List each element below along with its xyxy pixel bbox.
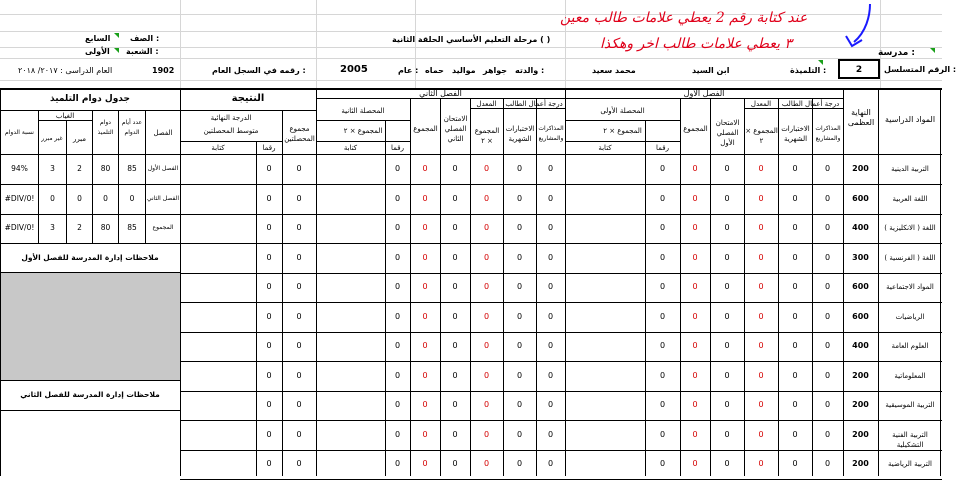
- grade-cell[interactable]: 0: [516, 282, 523, 291]
- grade-cell[interactable]: 0: [792, 253, 798, 262]
- term1-activities-header: درجة أعمال الطالب: [781, 100, 840, 108]
- att-actual-days-header: دوام التلميذ: [97, 119, 114, 136]
- grade-cell[interactable]: 0: [422, 194, 428, 203]
- grade-cell[interactable]: 0: [724, 371, 730, 380]
- att-unexcused-cell[interactable]: 3: [50, 223, 55, 232]
- term1-monthly-header: الاختبارات الشهرية: [781, 125, 810, 143]
- grade-cell[interactable]: 0: [422, 223, 428, 232]
- grade-cell[interactable]: 0: [452, 400, 458, 409]
- class-label: الصف :: [130, 34, 160, 43]
- grade-cell[interactable]: 0: [422, 282, 428, 291]
- grade-cell[interactable]: 0: [547, 400, 554, 409]
- term1-in-words: كتابة: [598, 144, 612, 152]
- grade-cell[interactable]: 0: [824, 223, 831, 232]
- grade-cell[interactable]: 0: [758, 164, 764, 173]
- subject-max: 600: [852, 194, 869, 203]
- grade-cell[interactable]: 0: [394, 459, 401, 468]
- att-ratio-cell: 94%: [11, 164, 28, 173]
- grade-cell[interactable]: 0: [547, 223, 554, 232]
- grade-cell[interactable]: 0: [452, 282, 458, 291]
- grade-cell[interactable]: 0: [824, 430, 831, 439]
- grade-cell[interactable]: 0: [758, 253, 764, 262]
- att-attended-cell[interactable]: 80: [100, 223, 111, 232]
- grade-cell[interactable]: 0: [394, 164, 401, 173]
- subject-name: الرياضيات: [895, 313, 925, 321]
- grade-cell[interactable]: 0: [266, 341, 272, 350]
- grade-cell[interactable]: 0: [266, 194, 272, 203]
- grade-cell[interactable]: 0: [296, 341, 302, 350]
- grade-cell[interactable]: 0: [394, 400, 401, 409]
- grade-cell[interactable]: 0: [659, 223, 666, 232]
- att-school-days-header: عدد أيام الدوام: [121, 119, 143, 136]
- notes-term1-box[interactable]: [1, 273, 180, 380]
- grade-cell[interactable]: 0: [758, 459, 764, 468]
- grade-cell[interactable]: 0: [394, 312, 401, 321]
- grade-cell[interactable]: 0: [266, 312, 272, 321]
- grade-cell[interactable]: 0: [394, 371, 401, 380]
- grade-cell[interactable]: 0: [824, 282, 831, 291]
- student-label: التلميذة :: [790, 66, 827, 75]
- grade-cell[interactable]: 0: [516, 371, 523, 380]
- att-unexcused-cell[interactable]: 0: [50, 194, 55, 203]
- grade-cell[interactable]: 0: [758, 400, 764, 409]
- grade-cell[interactable]: 0: [422, 430, 428, 439]
- att-term-cell: الفصل الثاني: [147, 195, 179, 202]
- grade-cell[interactable]: 0: [792, 282, 798, 291]
- subject-name: اللغة العربية: [892, 195, 928, 203]
- grade-cell[interactable]: 0: [724, 341, 730, 350]
- term1-projects-header: المذاكرات والمشاريع: [815, 125, 841, 142]
- subject-max: 200: [852, 400, 869, 409]
- grade-cell[interactable]: 0: [422, 459, 428, 468]
- subject-name: المواد الاجتماعية: [886, 283, 934, 291]
- grade-cell[interactable]: 0: [547, 341, 554, 350]
- grade-cell[interactable]: 0: [516, 400, 523, 409]
- att-days-cell[interactable]: 85: [127, 164, 137, 173]
- grade-cell[interactable]: 0: [296, 459, 302, 468]
- grade-cell[interactable]: 0: [758, 371, 764, 380]
- serial-input[interactable]: [838, 59, 880, 79]
- grade-cell[interactable]: 0: [724, 194, 730, 203]
- term2-sum-header: المجموع: [413, 125, 438, 133]
- grade-cell[interactable]: 0: [483, 253, 490, 262]
- grade-cell[interactable]: 0: [296, 371, 302, 380]
- grade-cell[interactable]: 0: [296, 400, 302, 409]
- section-value[interactable]: الأولى: [85, 47, 110, 56]
- term1-header: الفصل الأول: [683, 89, 725, 98]
- term2-header: الفصل الثاني: [419, 89, 462, 98]
- grade-cell[interactable]: 0: [824, 341, 831, 350]
- grade-cell[interactable]: 0: [422, 341, 428, 350]
- subject-max: 200: [852, 430, 869, 439]
- cell-marker-icon: [818, 60, 823, 65]
- school-label: مدرسة :: [878, 48, 915, 58]
- birth-year[interactable]: 2005: [340, 64, 368, 75]
- grade-cell[interactable]: 0: [547, 194, 554, 203]
- term2-in-words: كتابة: [343, 144, 358, 152]
- term2-total-x2-header: المجموع × ٢: [474, 127, 500, 145]
- grade-cell[interactable]: 0: [394, 282, 401, 291]
- grade-cell[interactable]: 0: [824, 312, 831, 321]
- school-year-label: العام الدراسى : ٢٠١٧/ ٢٠١٨: [18, 66, 113, 75]
- grade-cell[interactable]: 0: [792, 164, 798, 173]
- term2-projects-header: المذاكرات والمشاريع: [538, 125, 564, 142]
- grade-cell[interactable]: 0: [483, 223, 490, 232]
- term1-in-numbers: رقما: [656, 144, 669, 152]
- grade-cell[interactable]: 0: [266, 253, 272, 262]
- att-excused-cell[interactable]: 2: [77, 223, 82, 232]
- record-label: رقمه في السجل العام :: [212, 66, 306, 75]
- subject-name: التربية الموسيقية: [885, 401, 935, 409]
- grade-cell[interactable]: 0: [296, 194, 302, 203]
- subject-max: 400: [852, 341, 869, 350]
- grade-cell[interactable]: 0: [659, 282, 666, 291]
- subject-max: 200: [852, 164, 869, 173]
- attendance-title: جدول دوام التلميذ: [50, 94, 130, 104]
- att-days-cell[interactable]: 85: [127, 223, 137, 232]
- notes-term1-header: ملاحظات إدارة المدرسة للفصل الأول: [21, 253, 159, 262]
- serial-value: 2: [855, 65, 863, 75]
- grade-cell[interactable]: 0: [296, 253, 302, 262]
- final-grade-header: الدرجة النهائية: [210, 114, 252, 122]
- grade-cell[interactable]: 0: [516, 253, 523, 262]
- grade-cell[interactable]: 0: [692, 341, 698, 350]
- student-first-name[interactable]: محمد سعيد: [592, 66, 636, 75]
- sum-outcomes-header: مجموع المحصلتين: [284, 125, 315, 143]
- subject-max: 400: [852, 223, 869, 232]
- cell-marker-icon: [930, 48, 935, 53]
- grade-cell[interactable]: 0: [547, 459, 554, 468]
- grade-cell[interactable]: 0: [422, 164, 428, 173]
- grade-cell[interactable]: 0: [792, 223, 798, 232]
- subject-name: التربية الفنية التشكيلية: [892, 431, 928, 449]
- born-place[interactable]: حماه: [425, 66, 444, 75]
- grade-cell[interactable]: 0: [394, 341, 401, 350]
- grade-cell[interactable]: 0: [758, 341, 764, 350]
- grade-cell[interactable]: 0: [824, 400, 831, 409]
- term1-sum-header: المجموع: [683, 125, 708, 133]
- avg-outcomes-header: متوسط المحصلتين: [203, 127, 259, 135]
- grade-cell[interactable]: 0: [824, 459, 831, 468]
- grade-cell[interactable]: 0: [724, 164, 730, 173]
- subject-max: 600: [852, 282, 869, 291]
- notes-term2-header: ملاحظات إدارة المدرسة للفصل الثاني: [20, 390, 160, 399]
- grade-cell[interactable]: 0: [266, 371, 272, 380]
- grade-cell[interactable]: 0: [266, 400, 272, 409]
- grade-cell[interactable]: 0: [792, 371, 798, 380]
- grade-cell[interactable]: 0: [483, 341, 490, 350]
- subject-max: 600: [852, 312, 869, 321]
- grade-cell[interactable]: 0: [724, 282, 730, 291]
- grade-cell[interactable]: 0: [422, 312, 428, 321]
- grade-cell[interactable]: 0: [724, 430, 730, 439]
- grade-cell[interactable]: 0: [394, 223, 401, 232]
- grade-cell[interactable]: 0: [452, 312, 458, 321]
- grade-cell[interactable]: 0: [692, 371, 698, 380]
- grade-cell[interactable]: 0: [692, 312, 698, 321]
- subject-name: اللغة ( الفرنسية ): [884, 254, 936, 262]
- grade-cell[interactable]: 0: [659, 341, 666, 350]
- att-excused-cell[interactable]: 0: [77, 194, 82, 203]
- subject-max: 200: [852, 459, 869, 468]
- subjects-header: المواد الدراسية: [884, 115, 936, 124]
- grade-cell[interactable]: 0: [792, 430, 798, 439]
- grade-cell[interactable]: 0: [452, 341, 458, 350]
- att-attended-cell[interactable]: 80: [100, 164, 111, 173]
- result-header: النتيجة: [231, 93, 265, 104]
- grade-cell[interactable]: 0: [547, 253, 554, 262]
- subject-name: التربية الرياضية: [888, 460, 932, 468]
- grade-cell[interactable]: 0: [296, 430, 302, 439]
- grade-cell[interactable]: 0: [394, 194, 401, 203]
- grade-cell[interactable]: 0: [483, 164, 490, 173]
- grade-cell[interactable]: 0: [792, 459, 798, 468]
- grade-cell[interactable]: 0: [724, 223, 730, 232]
- grade-cell[interactable]: 0: [296, 312, 302, 321]
- grade-cell[interactable]: 0: [659, 371, 666, 380]
- term1-outcome-header: المحصلة الأولى: [600, 107, 645, 115]
- term1-outcome-formula: المجموع × ٢: [603, 127, 642, 135]
- grade-cell[interactable]: 0: [516, 164, 523, 173]
- grade-cell[interactable]: 0: [659, 194, 666, 203]
- att-ratio-header: نسبة الدوام: [5, 129, 34, 136]
- grade-cell[interactable]: 0: [266, 223, 272, 232]
- grade-cell[interactable]: 0: [792, 400, 798, 409]
- grade-cell[interactable]: 0: [547, 282, 554, 291]
- grade-cell[interactable]: 0: [659, 400, 666, 409]
- term2-outcome-formula: المجموع × ٢: [343, 127, 383, 135]
- grade-cell[interactable]: 0: [692, 282, 698, 291]
- grade-cell[interactable]: 0: [516, 223, 523, 232]
- grade-cell[interactable]: 0: [659, 459, 666, 468]
- att-days-cell[interactable]: 0: [129, 194, 135, 203]
- result-in-numbers: رقما: [262, 144, 276, 152]
- grade-cell[interactable]: 0: [659, 312, 666, 321]
- grade-cell[interactable]: 0: [758, 223, 764, 232]
- grade-cell[interactable]: 0: [547, 312, 554, 321]
- grade-cell[interactable]: 0: [824, 253, 831, 262]
- record-value[interactable]: 1902: [152, 66, 175, 75]
- grade-cell[interactable]: 0: [659, 430, 666, 439]
- grade-cell[interactable]: 0: [659, 164, 666, 173]
- grade-cell[interactable]: 0: [547, 164, 554, 173]
- term2-average-header: المعدل: [476, 100, 497, 108]
- grade-cell[interactable]: 0: [792, 312, 798, 321]
- cell-marker-icon: [114, 33, 119, 38]
- grade-cell[interactable]: 0: [452, 253, 458, 262]
- grade-cell[interactable]: 0: [516, 312, 523, 321]
- term2-in-numbers: رقما: [391, 144, 404, 152]
- grade-cell[interactable]: 0: [452, 164, 458, 173]
- grade-cell[interactable]: 0: [422, 400, 428, 409]
- grade-cell[interactable]: 0: [724, 400, 730, 409]
- grade-cell[interactable]: 0: [452, 430, 458, 439]
- mother-label: والدته :: [515, 66, 545, 75]
- grade-cell[interactable]: 0: [824, 164, 831, 173]
- grade-cell[interactable]: 0: [452, 459, 458, 468]
- subject-name: المعلوماتية: [894, 372, 926, 380]
- subject-max: 200: [852, 371, 869, 380]
- grade-cell[interactable]: 0: [483, 400, 490, 409]
- grade-cell[interactable]: 0: [422, 253, 428, 262]
- grade-cell[interactable]: 0: [296, 282, 302, 291]
- att-term-header: الفصل: [153, 129, 173, 137]
- grade-cell[interactable]: 0: [266, 282, 272, 291]
- att-excused-cell[interactable]: 2: [77, 164, 82, 173]
- att-term-cell: الفصل الأول: [147, 165, 179, 172]
- att-ratio-cell: #DIV/0!: [4, 223, 35, 232]
- subject-name: العلوم العامة: [891, 342, 929, 350]
- annotation-line-1: عند كتابة رقم 2 يعطي علامات طالب معين: [560, 10, 808, 26]
- grade-cell[interactable]: 0: [724, 253, 730, 262]
- grade-cell[interactable]: 0: [724, 312, 730, 321]
- grade-cell[interactable]: 0: [758, 430, 764, 439]
- term2-activities-header: درجة أعمال الطالب: [505, 100, 563, 108]
- grade-cell[interactable]: 0: [483, 282, 490, 291]
- subject-name: التربية الدينية: [891, 165, 929, 173]
- grade-cell[interactable]: 0: [266, 459, 272, 468]
- grade-cell[interactable]: 0: [659, 253, 666, 262]
- grade-cell[interactable]: 0: [516, 341, 523, 350]
- class-value[interactable]: السابع: [85, 34, 111, 43]
- grade-cell[interactable]: 0: [483, 194, 490, 203]
- grade-cell[interactable]: 0: [394, 430, 401, 439]
- grade-cell[interactable]: 0: [792, 194, 798, 203]
- att-attended-cell[interactable]: 0: [103, 194, 108, 203]
- grade-cell[interactable]: 0: [296, 223, 302, 232]
- att-unexcused-header: غير مبرر: [41, 135, 63, 142]
- att-ratio-cell: #DIV/0!: [4, 194, 35, 203]
- att-term-cell: المجموع: [152, 224, 174, 231]
- grade-cell[interactable]: 0: [758, 282, 764, 291]
- max-mark-header: النهاية العظمى: [847, 108, 875, 127]
- grade-cell[interactable]: 0: [452, 194, 458, 203]
- annotation-line-2: ٣ يعطي علامات طالب اخر وهكذا: [600, 36, 793, 52]
- grade-cell[interactable]: 0: [692, 164, 698, 173]
- grade-cell[interactable]: 0: [692, 194, 698, 203]
- mother-name[interactable]: جواهر: [483, 66, 508, 75]
- subject-max: 300: [852, 253, 869, 262]
- grade-cell[interactable]: 0: [516, 194, 523, 203]
- grade-cell[interactable]: 0: [296, 164, 302, 173]
- grade-cell[interactable]: 0: [394, 253, 401, 262]
- term2-outcome-header: المحصلة الثانية: [341, 107, 385, 115]
- term1-exam-header: الامتحان الفصلي الأول: [715, 119, 740, 147]
- grade-cell[interactable]: 0: [692, 253, 698, 262]
- grade-cell[interactable]: 0: [758, 312, 764, 321]
- grade-cell[interactable]: 0: [266, 430, 272, 439]
- grade-cell[interactable]: 0: [758, 194, 764, 203]
- grade-cell[interactable]: 0: [824, 371, 831, 380]
- grade-cell[interactable]: 0: [483, 371, 490, 380]
- grade-cell[interactable]: 0: [692, 430, 698, 439]
- grade-cell[interactable]: 0: [692, 400, 698, 409]
- grade-cell[interactable]: 0: [483, 430, 490, 439]
- att-excused-header: مبرر: [72, 135, 87, 143]
- grade-cell[interactable]: 0: [824, 194, 831, 203]
- grade-cell[interactable]: 0: [547, 430, 554, 439]
- term2-monthly-header: الاختبارات الشهرية: [505, 125, 535, 143]
- cell-marker-icon: [114, 48, 119, 53]
- grade-cell[interactable]: 0: [452, 371, 458, 380]
- term2-exam-header: الامتحان الفصلي الثاني: [443, 115, 468, 143]
- term1-total-x2-header: المجموع × ٢: [745, 127, 778, 145]
- year-label: عام :: [398, 66, 419, 75]
- att-absence-header: الغياب: [55, 112, 75, 120]
- result-in-words: كتابة: [211, 144, 225, 152]
- grade-cell[interactable]: 0: [792, 341, 798, 350]
- student-father[interactable]: ابن السيد: [692, 66, 730, 75]
- grade-cell[interactable]: 0: [483, 459, 490, 468]
- grade-cell[interactable]: 0: [516, 430, 523, 439]
- att-unexcused-cell[interactable]: 3: [50, 164, 55, 173]
- grade-cell[interactable]: 0: [692, 459, 698, 468]
- grade-cell[interactable]: 0: [724, 459, 730, 468]
- serial-label: الرقم المتسلسل :: [884, 65, 956, 74]
- arrow-icon: [840, 2, 876, 50]
- grade-cell[interactable]: 0: [483, 312, 490, 321]
- grade-cell[interactable]: 0: [266, 164, 272, 173]
- born-label: مواليد: [452, 66, 476, 75]
- grade-cell[interactable]: 0: [422, 371, 428, 380]
- term1-average-header: المعدل: [750, 100, 772, 108]
- grade-cell[interactable]: 0: [452, 223, 458, 232]
- subject-name: اللغة ( الانكليزية ): [884, 224, 936, 232]
- section-label: الشعبة :: [126, 47, 159, 56]
- grade-cell[interactable]: 0: [547, 371, 554, 380]
- grade-cell[interactable]: 0: [692, 223, 698, 232]
- stage-title: مرحلة التعليم الأساسي الحلقة الثانية ( ): [392, 35, 551, 44]
- grade-cell[interactable]: 0: [516, 459, 523, 468]
